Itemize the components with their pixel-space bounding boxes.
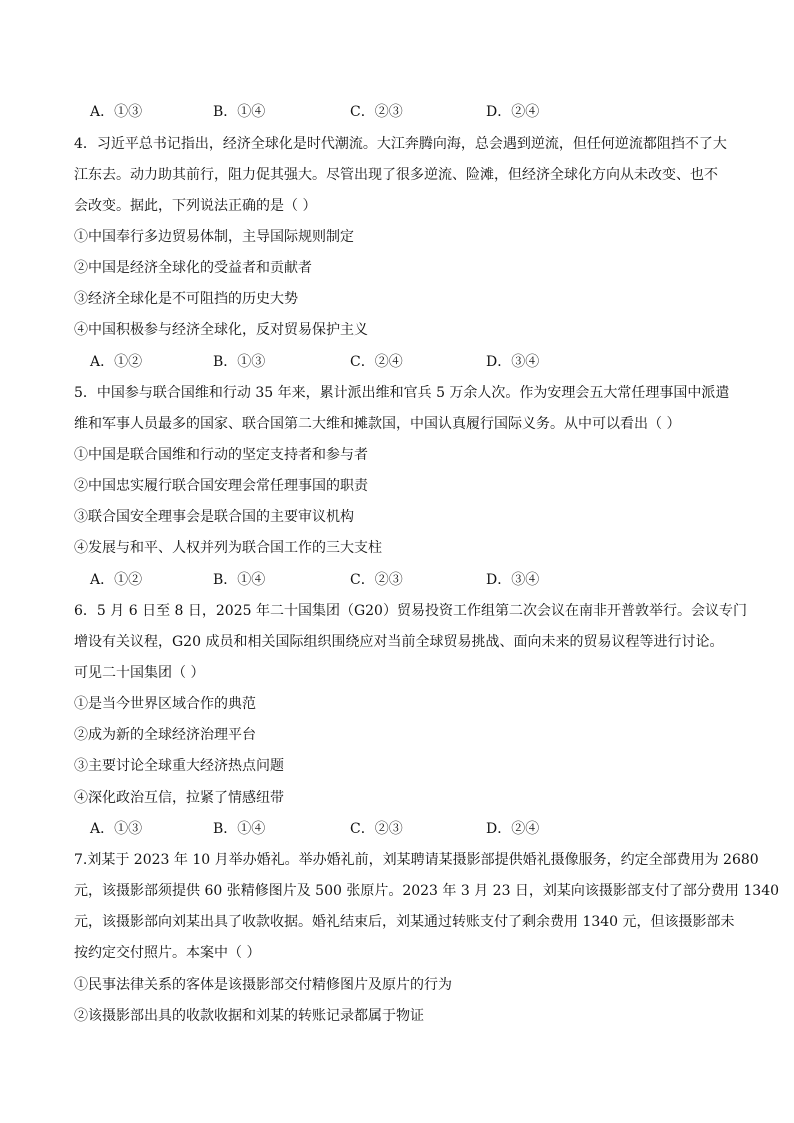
q7-stem-line-1: 7.刘某于 2023 年 10 月举办婚礼。举办婚礼前，刘某聘请某摄影部提供婚礼摄像服务，约定全部费用为 2680 bbox=[74, 852, 759, 868]
q4-options bbox=[90, 352, 690, 372]
q6-option-c: C．②③ bbox=[350, 821, 403, 837]
q6-statement-4: ④深化政治互信，拉紧了情感纽带 bbox=[74, 790, 284, 806]
q6-statement-1: ①是当今世界区域合作的典范 bbox=[74, 696, 256, 712]
q7-statement-1: ①民事法律关系的客体是该摄影部交付精修图片及原片的行为 bbox=[74, 977, 452, 993]
q6-option-a: A．①③ bbox=[90, 821, 143, 837]
q6-stem-line-1: 6．5 月 6 日至 8 日，2025 年二十国集团（G20）贸易投资工作组第二次会议在南非开普敦举行。会议专门 bbox=[74, 603, 747, 619]
q5-options bbox=[90, 570, 690, 590]
q6-stem-line-3: 可见二十国集团（ ） bbox=[74, 665, 205, 681]
q5-statement-3: ③联合国安全理事会是联合国的主要审议机构 bbox=[74, 509, 354, 525]
q4-option-c: C．②④ bbox=[350, 354, 403, 370]
q3-option-d: D．②④ bbox=[486, 104, 540, 120]
q4-stem-line-2: 江东去。动力助其前行，阻力促其强大。尽管出现了很多逆流、险滩，但经济全球化方向从未改变、也不 bbox=[74, 167, 718, 183]
q3-option-a: A．①③ bbox=[90, 104, 143, 120]
q4-statement-2: ②中国是经济全球化的受益者和贡献者 bbox=[74, 260, 312, 276]
q5-option-a: A．①② bbox=[90, 572, 143, 588]
q3-options bbox=[90, 102, 690, 122]
q5-option-d: D．③④ bbox=[486, 572, 540, 588]
q4-option-d: D．③④ bbox=[486, 354, 540, 370]
q6-option-b: B．①④ bbox=[213, 821, 266, 837]
q6-statement-2: ②成为新的全球经济治理平台 bbox=[74, 727, 256, 743]
q7-stem-line-2: 元，该摄影部须提供 60 张精修图片及 500 张原片。2023 年 3 月 23 日，刘某向该摄影部支付了部分费用 1340 bbox=[74, 883, 780, 899]
q7-statement-2: ②该摄影部出具的收款收据和刘某的转账记录都属于物证 bbox=[74, 1008, 424, 1024]
q5-option-c: C．②③ bbox=[350, 572, 403, 588]
q4-stem-line-3: 会改变。据此，下列说法正确的是（ ） bbox=[74, 198, 317, 214]
q4-statement-1: ①中国奉行多边贸易体制，主导国际规则制定 bbox=[74, 229, 354, 245]
q7-stem-line-3: 元，该摄影部向刘某出具了收款收据。婚礼结束后，刘某通过转账支付了剩余费用 1340 元，但该摄影部未 bbox=[74, 914, 735, 930]
q3-option-b: B．①④ bbox=[213, 104, 266, 120]
q6-stem-line-2: 增设有关议程，G20 成员和相关国际组织围绕应对当前全球贸易挑战、面向未来的贸易议程等进行讨论。 bbox=[74, 634, 724, 650]
q6-options bbox=[90, 819, 690, 839]
q4-statement-3: ③经济全球化是不可阻挡的历史大势 bbox=[74, 291, 298, 307]
q4-statement-4: ④中国积极参与经济全球化，反对贸易保护主义 bbox=[74, 322, 368, 338]
q6-option-d: D．②④ bbox=[486, 821, 540, 837]
q4-option-a: A．①② bbox=[90, 354, 143, 370]
q5-stem-line-1: 5．中国参与联合国维和行动 35 年来，累计派出维和官兵 5 万余人次。作为安理会五大常任理事国中派遣 bbox=[74, 385, 730, 401]
q4-option-b: B．①③ bbox=[213, 354, 266, 370]
q5-statement-4: ④发展与和平、人权并列为联合国工作的三大支柱 bbox=[74, 540, 382, 556]
q5-statement-1: ①中国是联合国维和行动的坚定支持者和参与者 bbox=[74, 447, 368, 463]
q7-stem-line-4: 按约定交付照片。本案中（ ） bbox=[74, 945, 261, 961]
q5-option-b: B．①④ bbox=[213, 572, 266, 588]
q3-option-c: C．②③ bbox=[350, 104, 403, 120]
q5-stem-line-2: 维和军事人员最多的国家、联合国第二大维和摊款国，中国认真履行国际义务。从中可以看出（ ） bbox=[74, 416, 681, 432]
q5-statement-2: ②中国忠实履行联合国安理会常任理事国的职责 bbox=[74, 478, 368, 494]
q6-statement-3: ③主要讨论全球重大经济热点问题 bbox=[74, 758, 284, 774]
q4-stem-line-1: 4．习近平总书记指出，经济全球化是时代潮流。大江奔腾向海，总会遇到逆流，但任何逆流都阻挡不了大 bbox=[74, 136, 727, 152]
